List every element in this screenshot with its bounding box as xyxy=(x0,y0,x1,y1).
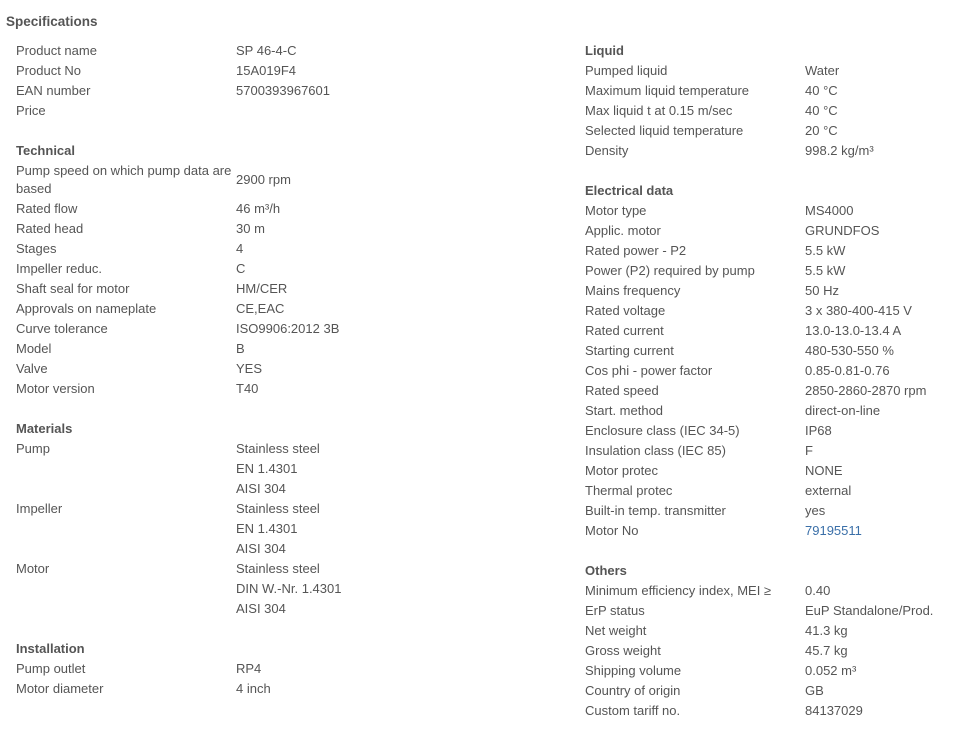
spec-label: Gross weight xyxy=(585,643,661,658)
section-installation xyxy=(16,639,556,699)
spec-row-rated-head xyxy=(16,219,556,239)
spec-row-gross-weight xyxy=(585,641,955,661)
spec-value: 5.5 kW xyxy=(805,243,846,258)
spec-label: Rated speed xyxy=(585,383,659,398)
spec-value: direct-on-line xyxy=(805,403,881,418)
spec-value: 5.5 kW xyxy=(805,263,846,278)
spec-row-applic-motor xyxy=(585,221,955,241)
spec-value: C xyxy=(236,261,246,276)
spec-value: B xyxy=(236,341,245,356)
spec-label: Shipping volume xyxy=(585,663,682,678)
spec-label: Product name xyxy=(16,43,97,58)
spec-row-cos-phi-power-factor xyxy=(585,361,955,381)
spec-label: Applic. motor xyxy=(585,223,661,238)
spec-value-line: EN 1.4301 xyxy=(236,461,298,476)
spec-value: 20 °C xyxy=(805,123,838,138)
spec-value-list xyxy=(236,499,556,559)
spec-value: 45.7 kg xyxy=(805,643,848,658)
spec-row-rated-current xyxy=(585,321,955,341)
spec-value: 998.2 kg/m³ xyxy=(805,143,874,158)
spec-label: Pump outlet xyxy=(16,661,86,676)
spec-row-pumped-liquid xyxy=(585,61,955,81)
spec-row-insulation-class-iec-85 xyxy=(585,441,955,461)
spec-value: 15A019F4 xyxy=(236,63,296,78)
spec-row-impeller-reduc xyxy=(16,259,556,279)
spec-label: Motor diameter xyxy=(16,681,104,696)
spec-label: Minimum efficiency index, MEI ≥ xyxy=(585,583,772,598)
spec-label: Pump speed on which pump data are based xyxy=(16,163,232,196)
spec-value: IP68 xyxy=(805,423,832,438)
spec-value: GRUNDFOS xyxy=(805,223,880,238)
spec-label: EAN number xyxy=(16,83,91,98)
spec-label: Product No xyxy=(16,63,82,78)
spec-row-shipping-volume xyxy=(585,661,955,681)
spec-row-erp-status xyxy=(585,601,955,621)
spec-label: Rated head xyxy=(16,221,84,236)
section-others xyxy=(585,561,955,721)
spec-row-built-in-temp-transmitter xyxy=(585,501,955,521)
spec-row-pump-speed-on-which-pump-data-are-based xyxy=(16,161,556,199)
spec-row-curve-tolerance xyxy=(16,319,556,339)
spec-label: Net weight xyxy=(585,623,647,638)
spec-label: Thermal protec xyxy=(585,483,673,498)
spec-row-custom-tariff-no xyxy=(585,701,955,721)
spec-value: 40 °C xyxy=(805,83,838,98)
spec-value: SP 46-4-C xyxy=(236,43,297,58)
spec-row-product-name xyxy=(16,41,556,61)
spec-value: ISO9906:2012 3B xyxy=(236,321,340,336)
spec-label: Pump xyxy=(16,441,50,456)
spec-value: 2850-2860-2870 rpm xyxy=(805,383,927,398)
spec-label: Density xyxy=(585,143,629,158)
spec-row-motor-diameter xyxy=(16,679,556,699)
spec-value: 84137029 xyxy=(805,703,863,718)
spec-value: 5700393967601 xyxy=(236,83,330,98)
spec-label: Selected liquid temperature xyxy=(585,123,744,138)
spec-row-motor-version xyxy=(16,379,556,399)
spec-row-starting-current xyxy=(585,341,955,361)
section-materials xyxy=(16,419,556,619)
spec-value: HM/CER xyxy=(236,281,288,296)
spec-label: Model xyxy=(16,341,52,356)
section-technical xyxy=(16,141,556,399)
spec-label: Maximum liquid temperature xyxy=(585,83,750,98)
spec-row-start-method xyxy=(585,401,955,421)
spec-row-enclosure-class-iec-34-5 xyxy=(585,421,955,441)
spec-label: Motor protec xyxy=(585,463,658,478)
spec-row-minimum-efficiency-index-mei xyxy=(585,581,955,601)
spec-row-valve xyxy=(16,359,556,379)
spec-row-shaft-seal-for-motor xyxy=(16,279,556,299)
section-title: Others xyxy=(585,563,627,578)
spec-value: 13.0-13.0-13.4 A xyxy=(805,323,902,338)
spec-row-pump-outlet xyxy=(16,659,556,679)
spec-label: Impeller xyxy=(16,501,63,516)
motor-no-link[interactable]: 79195511 xyxy=(805,523,862,538)
spec-label: Enclosure class (IEC 34-5) xyxy=(585,423,740,438)
spec-value-line: DIN W.-Nr. 1.4301 xyxy=(236,581,342,596)
spec-value-line: Stainless steel xyxy=(236,501,320,516)
spec-row-selected-liquid-temperature xyxy=(585,121,955,141)
spec-label: Insulation class (IEC 85) xyxy=(585,443,726,458)
left-column xyxy=(16,41,556,719)
spec-value-list xyxy=(236,439,556,499)
spec-row-rated-power-p2 xyxy=(585,241,955,261)
spec-label: Approvals on nameplate xyxy=(16,301,157,316)
spec-row-rated-flow xyxy=(16,199,556,219)
spec-value: 0.40 xyxy=(805,583,831,598)
spec-label: Start. method xyxy=(585,403,664,418)
spec-label: Custom tariff no. xyxy=(585,703,681,718)
spec-row-approvals-on-nameplate xyxy=(16,299,556,319)
spec-value: YES xyxy=(236,361,263,376)
spec-value: CE,EAC xyxy=(236,301,285,316)
spec-label: Max liquid t at 0.15 m/sec xyxy=(585,103,733,118)
spec-row-density xyxy=(585,141,955,161)
spec-row-net-weight xyxy=(585,621,955,641)
spec-label: Impeller reduc. xyxy=(16,261,102,276)
spec-value-line: AISI 304 xyxy=(236,481,286,496)
spec-label: Rated voltage xyxy=(585,303,666,318)
spec-label: Rated flow xyxy=(16,201,78,216)
spec-value: Water xyxy=(805,63,840,78)
spec-value: T40 xyxy=(236,381,259,396)
spec-row-rated-speed xyxy=(585,381,955,401)
spec-label: Motor xyxy=(16,561,50,576)
spec-value: 0.052 m³ xyxy=(805,663,857,678)
spec-label: Rated current xyxy=(585,323,664,338)
spec-row-thermal-protec xyxy=(585,481,955,501)
spec-label: Stages xyxy=(16,241,57,256)
spec-value: 480-530-550 % xyxy=(805,343,894,358)
spec-label: Mains frequency xyxy=(585,283,681,298)
spec-row-stages xyxy=(16,239,556,259)
spec-value: MS4000 xyxy=(805,203,854,218)
spec-label: Power (P2) required by pump xyxy=(585,263,755,278)
spec-label: Shaft seal for motor xyxy=(16,281,130,296)
spec-value: 41.3 kg xyxy=(805,623,848,638)
section-liquid xyxy=(585,41,955,161)
spec-value: NONE xyxy=(805,463,843,478)
right-column xyxy=(585,41,955,741)
spec-value: 46 m³/h xyxy=(236,201,281,216)
spec-row-price xyxy=(16,101,556,121)
spec-label: Motor version xyxy=(16,381,95,396)
spec-value: external xyxy=(805,483,852,498)
spec-value: GB xyxy=(805,683,824,698)
spec-row-mains-frequency xyxy=(585,281,955,301)
spec-row-model xyxy=(16,339,556,359)
spec-label: ErP status xyxy=(585,603,645,618)
spec-label: Pumped liquid xyxy=(585,63,668,78)
spec-value-line: Stainless steel xyxy=(236,561,320,576)
section-title: Materials xyxy=(16,421,73,436)
page-title: Specifications xyxy=(6,14,98,29)
section-title: Liquid xyxy=(585,43,624,58)
spec-row-ean-number xyxy=(16,81,556,101)
section-title: Installation xyxy=(16,641,85,656)
spec-label: Starting current xyxy=(585,343,674,358)
spec-value: F xyxy=(805,443,813,458)
spec-label: Built-in temp. transmitter xyxy=(585,503,726,518)
spec-row-motor-type xyxy=(585,201,955,221)
spec-value: 3 x 380-400-415 V xyxy=(805,303,912,318)
spec-value-line: AISI 304 xyxy=(236,541,286,556)
spec-row-motor xyxy=(16,559,556,619)
section-general xyxy=(16,41,556,121)
spec-row-motor-no xyxy=(585,521,955,541)
spec-row-max-liquid-t-at-0-15-m-sec xyxy=(585,101,955,121)
spec-value: 2900 rpm xyxy=(236,172,291,187)
section-title: Electrical data xyxy=(585,183,674,198)
spec-value: 30 m xyxy=(236,221,265,236)
spec-row-product-no xyxy=(16,61,556,81)
spec-row-rated-voltage xyxy=(585,301,955,321)
spec-value: 0.85-0.81-0.76 xyxy=(805,363,890,378)
spec-label: Country of origin xyxy=(585,683,681,698)
spec-label: Valve xyxy=(16,361,48,376)
spec-label: Motor type xyxy=(585,203,647,218)
spec-value-list xyxy=(236,559,556,619)
section-title: Technical xyxy=(16,143,76,158)
spec-value-line: AISI 304 xyxy=(236,601,286,616)
spec-value: RP4 xyxy=(236,661,262,676)
spec-value: 40 °C xyxy=(805,103,838,118)
spec-value: yes xyxy=(805,503,826,518)
spec-label: Cos phi - power factor xyxy=(585,363,713,378)
spec-value-line: EN 1.4301 xyxy=(236,521,298,536)
spec-row-motor-protec xyxy=(585,461,955,481)
spec-label: Rated power - P2 xyxy=(585,243,687,258)
spec-label: Curve tolerance xyxy=(16,321,108,336)
spec-value: 4 inch xyxy=(236,681,271,696)
spec-value-line: Stainless steel xyxy=(236,441,320,456)
spec-row-country-of-origin xyxy=(585,681,955,701)
spec-row-maximum-liquid-temperature xyxy=(585,81,955,101)
spec-value: 4 xyxy=(236,241,244,256)
spec-row-power-p2-required-by-pump xyxy=(585,261,955,281)
spec-row-pump xyxy=(16,439,556,499)
spec-label: Price xyxy=(16,103,46,118)
spec-value: EuP Standalone/Prod. xyxy=(805,603,934,618)
spec-value: 50 Hz xyxy=(805,283,839,298)
spec-label: Motor No xyxy=(585,523,639,538)
section-electrical-data xyxy=(585,181,955,541)
spec-row-impeller xyxy=(16,499,556,559)
